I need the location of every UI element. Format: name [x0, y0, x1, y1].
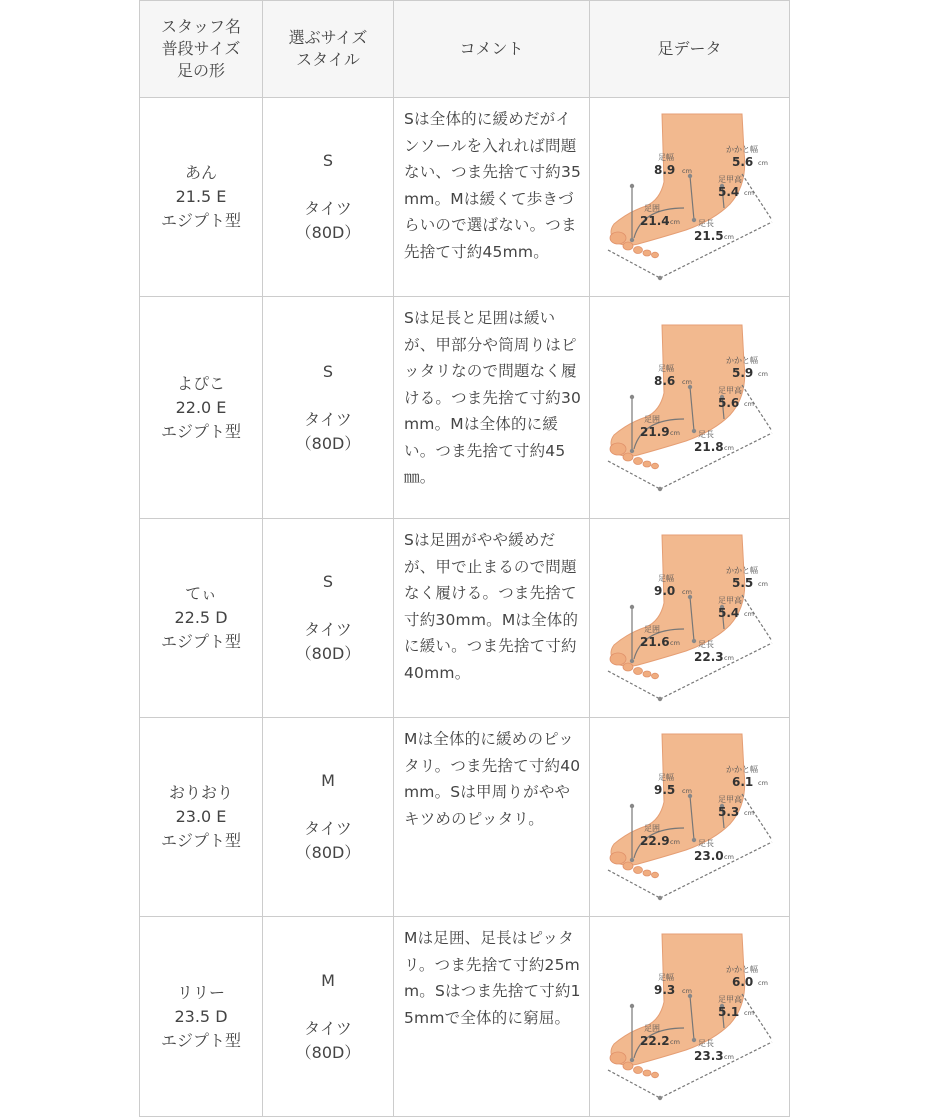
size-style-cell [263, 98, 394, 297]
girth-unit: cm [669, 1037, 680, 1046]
toe-3-icon [633, 457, 642, 464]
heel-width-value: 6.1 [731, 775, 753, 789]
foot-width-value: 8.6 [653, 373, 675, 388]
heel-width-label: かかと幅 [725, 566, 758, 575]
toe-5-icon [651, 1072, 658, 1078]
heel-width-unit: cm [757, 978, 768, 987]
girth-unit: cm [669, 838, 680, 846]
measure-dot [629, 804, 633, 808]
toe-big-icon [610, 232, 626, 244]
girth-unit: cm [669, 428, 680, 437]
toe-4-icon [643, 250, 651, 256]
header-staff-line1: スタッフ名 [160, 17, 241, 36]
toe-2-icon [623, 453, 633, 461]
heel-width-unit: cm [757, 369, 768, 378]
foot-shape: エジプト型 [160, 831, 241, 850]
instep-label: 足甲高 [717, 795, 742, 804]
staff-name: よぴこ [176, 373, 225, 393]
foot-width-unit: cm [681, 787, 692, 795]
staff-name: あん [184, 163, 217, 182]
length-label: 足長 [697, 640, 714, 649]
toe-big-icon [610, 1052, 626, 1064]
measure-dot [629, 448, 633, 452]
girth-value: 22.2 [639, 1033, 670, 1048]
heel-width-label: かかと幅 [725, 145, 758, 154]
foot-width-label: 足幅 [657, 363, 674, 373]
foot-width-label: 足幅 [657, 972, 674, 982]
heel-width-value: 6.0 [731, 974, 753, 989]
staff-cell [140, 718, 263, 917]
foot-width-unit: cm [681, 986, 692, 995]
toe-4-icon [643, 1070, 651, 1076]
length-value: 22.3 [693, 650, 724, 664]
foot-diagram [602, 323, 778, 493]
measure-dot [629, 858, 633, 862]
length-unit: cm [723, 654, 734, 662]
foot-diagram [602, 112, 778, 282]
style-label: タイツ [304, 620, 352, 639]
measure-dot [657, 697, 661, 701]
heel-width-label: かかと幅 [725, 355, 758, 365]
foot-width-value: 8.9 [653, 163, 675, 177]
girth-value: 21.4 [639, 214, 670, 228]
chosen-size: S [322, 151, 334, 170]
size-style-cell [263, 718, 394, 917]
foot-shape: エジプト型 [160, 421, 241, 441]
instep-value: 5.4 [717, 185, 739, 199]
measure-dot [691, 428, 695, 432]
foot-shape: エジプト型 [160, 632, 241, 651]
heel-width-unit: cm [757, 580, 768, 588]
instep-unit: cm [743, 399, 754, 408]
toe-4-icon [643, 461, 651, 467]
instep-value: 5.4 [717, 606, 739, 620]
length-value: 21.5 [693, 229, 724, 243]
foot-data-cell [590, 718, 790, 917]
foot-width-label: 足幅 [657, 773, 674, 782]
length-value: 23.0 [693, 849, 724, 863]
chosen-size: M [321, 970, 335, 990]
measure-dot [629, 1003, 633, 1007]
measure-dot [691, 639, 695, 643]
style-label: タイツ [304, 409, 352, 429]
instep-value: 5.6 [717, 395, 739, 410]
instep-unit: cm [743, 189, 754, 197]
measure-dot [657, 486, 661, 490]
foot-width-label: 足幅 [657, 574, 674, 583]
length-label: 足長 [697, 839, 714, 848]
table-row [140, 519, 790, 718]
instep-label: 足甲高 [717, 596, 742, 605]
toe-big-icon [610, 443, 626, 455]
length-unit: cm [723, 1052, 734, 1061]
foot-width-value: 9.3 [653, 982, 675, 997]
header-size [263, 1, 394, 98]
girth-label: 足囲 [643, 1023, 660, 1033]
chosen-size: S [322, 572, 334, 591]
instep-label: 足甲高 [717, 385, 742, 395]
toe-4-icon [643, 870, 651, 876]
toe-3-icon [633, 867, 642, 874]
measure-dot [629, 1057, 633, 1061]
toe-4-icon [643, 671, 651, 677]
length-unit: cm [723, 853, 734, 861]
length-unit: cm [723, 443, 734, 452]
staff-name: おりおり [168, 783, 233, 802]
usual-size: 23.0 E [175, 807, 227, 826]
instep-value: 5.3 [717, 805, 739, 819]
toe-big-icon [610, 653, 626, 665]
toe-3-icon [633, 1066, 642, 1073]
measure-dot [691, 838, 695, 842]
denier-label: （80D） [295, 1042, 361, 1062]
length-label: 足長 [697, 429, 714, 439]
usual-size: 22.0 E [175, 397, 227, 417]
measure-dot [629, 184, 633, 188]
comment-cell: Mは全体的に緩めのピッタリ。つま先捨て寸約40mm。Sは甲周りがややキツめのピッタリ。 [394, 718, 590, 917]
girth-label: 足囲 [643, 625, 660, 634]
toe-2-icon [623, 862, 633, 870]
staff-cell [140, 297, 263, 519]
staff-name: リリー [176, 982, 225, 1002]
size-style-cell [263, 297, 394, 519]
header-staff-line3: 足の形 [176, 61, 225, 80]
table-row [140, 718, 790, 917]
comment-cell: Sは足囲がやや緩めだが、甲で止まるので問題なく履ける。つま先捨て寸約30mm。Mは全体的に緩い。つま先捨て寸約40mm。 [394, 519, 590, 718]
size-comparison-table [139, 0, 790, 1117]
header-staff-line2: 普段サイズ [161, 39, 241, 58]
measure-dot [657, 1095, 661, 1099]
size-style-cell [263, 519, 394, 718]
style-label: タイツ [304, 1018, 352, 1038]
girth-label: 足囲 [643, 414, 660, 424]
girth-unit: cm [669, 639, 680, 647]
instep-unit: cm [743, 809, 754, 817]
toe-2-icon [623, 1062, 633, 1070]
header-comment: コメント [394, 1, 590, 98]
denier-label: （80D） [295, 223, 361, 242]
size-style-cell [263, 917, 394, 1117]
girth-value: 22.9 [639, 834, 670, 848]
foot-width-value: 9.0 [653, 584, 675, 598]
table-row [140, 98, 790, 297]
heel-width-value: 5.9 [731, 365, 753, 380]
length-unit: cm [723, 233, 734, 241]
foot-data-cell [590, 519, 790, 718]
girth-label: 足囲 [643, 824, 660, 833]
length-value: 21.8 [693, 439, 724, 454]
measure-dot [657, 896, 661, 900]
table-row [140, 297, 790, 519]
foot-shape: エジプト型 [160, 1030, 241, 1050]
toe-5-icon [651, 463, 658, 469]
length-label: 足長 [697, 219, 714, 228]
foot-width-unit: cm [681, 588, 692, 596]
header-size-line1: 選ぶサイズ [288, 28, 368, 47]
foot-width-label: 足幅 [657, 153, 674, 162]
girth-value: 21.6 [639, 635, 670, 649]
girth-label: 足囲 [643, 204, 660, 213]
chosen-size: M [321, 771, 335, 790]
heel-width-unit: cm [757, 159, 768, 167]
foot-width-value: 9.5 [653, 783, 675, 797]
instep-value: 5.1 [717, 1004, 739, 1019]
heel-width-value: 5.5 [731, 576, 753, 590]
heel-width-value: 5.6 [731, 155, 753, 169]
usual-size: 22.5 D [174, 608, 228, 627]
header-foot-data: 足データ [590, 1, 790, 98]
table-row [140, 917, 790, 1117]
foot-data-cell [590, 98, 790, 297]
header-staff [140, 1, 263, 98]
instep-label: 足甲高 [717, 175, 742, 184]
toe-3-icon [633, 668, 642, 675]
measure-dot [629, 394, 633, 398]
length-label: 足長 [697, 1038, 714, 1048]
foot-diagram [602, 732, 778, 902]
toe-2-icon [623, 663, 633, 671]
style-label: タイツ [304, 199, 352, 218]
comment-cell: Mは足囲、足長はピッタリ。つま先捨て寸約25mm。Sはつま先捨て寸約15mmで全体的に窮屈。 [394, 917, 590, 1117]
toe-5-icon [651, 673, 658, 679]
instep-unit: cm [743, 1008, 754, 1017]
staff-cell [140, 98, 263, 297]
header-size-line2: スタイル [296, 50, 360, 69]
toe-3-icon [633, 247, 642, 254]
foot-shape: エジプト型 [160, 211, 241, 230]
measure-dot [657, 276, 661, 280]
usual-size: 21.5 E [175, 187, 227, 206]
foot-diagram [602, 533, 778, 703]
denier-label: （80D） [295, 433, 361, 453]
girth-value: 21.9 [639, 424, 670, 439]
foot-width-unit: cm [681, 167, 692, 175]
staff-name: てぃ [185, 584, 217, 603]
measure-dot [629, 238, 633, 242]
length-value: 23.3 [693, 1048, 724, 1063]
toe-5-icon [651, 252, 658, 258]
measure-dot [629, 605, 633, 609]
foot-data-cell [590, 917, 790, 1117]
heel-width-unit: cm [757, 779, 768, 787]
style-label: タイツ [304, 819, 352, 838]
foot-data-cell [590, 297, 790, 519]
toe-big-icon [610, 852, 626, 864]
foot-diagram [602, 932, 778, 1102]
denier-label: （80D） [295, 644, 361, 663]
heel-width-label: かかと幅 [725, 765, 758, 774]
comment-cell: Sは全体的に緩めだがインソールを入れれば問題ない、つま先捨て寸約35mm。Mは緩くて歩きづらいので選ばない。つま先捨て寸約45mm。 [394, 98, 590, 297]
instep-unit: cm [743, 610, 754, 618]
table-header-row [140, 1, 790, 98]
foot-width-unit: cm [681, 377, 692, 386]
toe-5-icon [651, 872, 658, 878]
staff-cell [140, 917, 263, 1117]
instep-label: 足甲高 [717, 994, 742, 1004]
usual-size: 23.5 D [174, 1006, 228, 1026]
heel-width-label: かかと幅 [725, 964, 758, 974]
toe-2-icon [623, 242, 633, 250]
staff-cell [140, 519, 263, 718]
measure-dot [691, 1037, 695, 1041]
girth-unit: cm [669, 218, 680, 226]
measure-dot [691, 218, 695, 222]
measure-dot [629, 659, 633, 663]
chosen-size: S [322, 361, 334, 381]
comment-cell: Sは足長と足囲は緩いが、甲部分や筒周りはピッタリなので問題なく履ける。つま先捨て寸約30mm。Mは全体的に緩い。つま先捨て寸約45㎜。 [394, 297, 590, 519]
denier-label: （80D） [295, 843, 361, 862]
